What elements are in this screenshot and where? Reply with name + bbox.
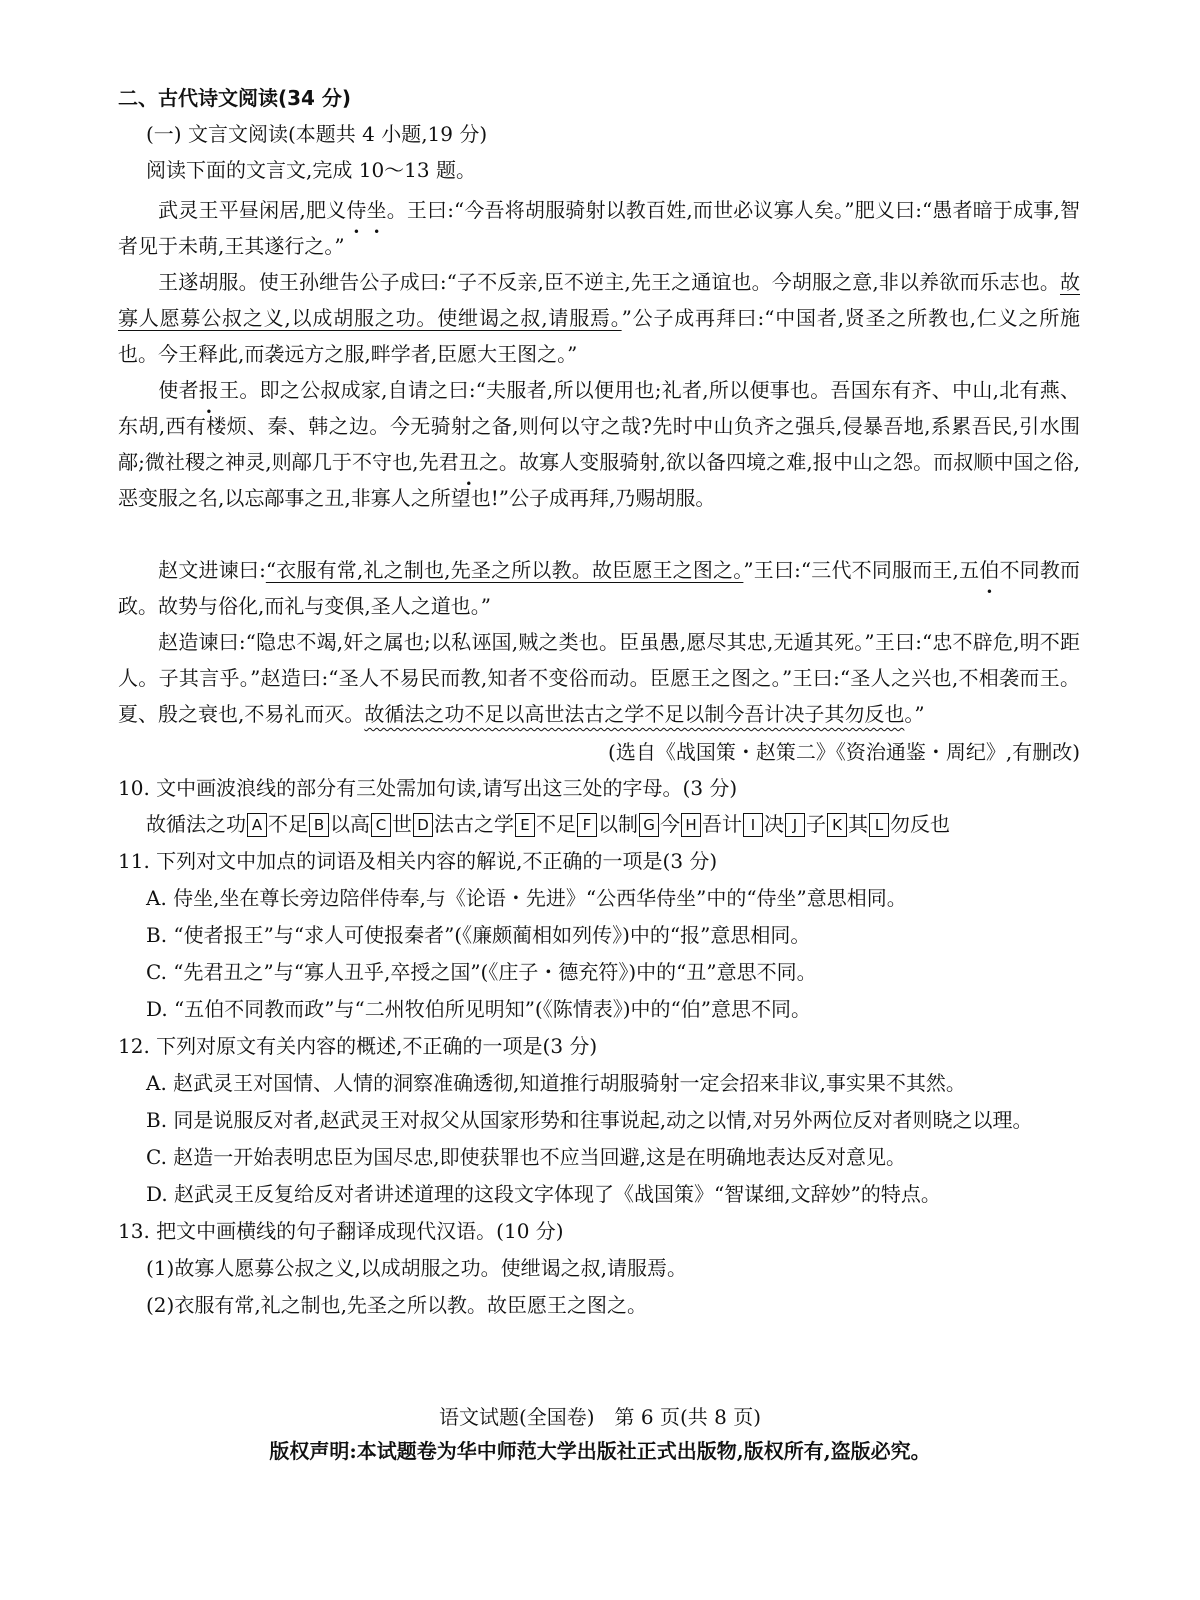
passage-paragraph-4: 赵文进谏曰:“衣服有常,礼之制也,先圣之所以教。故臣愿王之图之。”王曰:“三代不同服而王,五伯不同教而政。故势与俗化,而礼与变俱,圣人之道也。”	[118, 558, 1081, 618]
letter-box: J	[785, 813, 805, 837]
question-10-stem: 10. 文中画波浪线的部分有三处需加句读,请写出这三处的字母。(3 分)	[118, 776, 738, 800]
letter-box: B	[309, 813, 329, 837]
question-12-option-b: B. 同是说服反对者,赵武灵王对叔父从国家形势和往事说起,动之以情,对另外两位反对者则晓之以理。	[146, 1108, 1033, 1132]
subsection-title: (一) 文言文阅读(本题共 4 小题,19 分)	[146, 122, 488, 146]
letter-box: I	[743, 813, 763, 837]
passage-paragraph-1: 武灵王平昼闲居,肥义侍坐。王曰:“今吾将胡服骑射以教百姓,而世必议寡人矣。”肥义曰:“愚者暗于成事,智者见于未萌,王其遂行之。”	[118, 198, 1081, 258]
letter-box: E	[515, 813, 535, 837]
copyright-notice: 版权声明:本试题卷为华中师范大学出版社正式出版物,版权所有,盗版必究。	[269, 1439, 931, 1463]
question-12-option-a: A. 赵武灵王对国情、人情的洞察准确透彻,知道推行胡服骑射一定会招来非议,事实果不其然。	[146, 1071, 966, 1095]
dotted-char: 伯	[979, 558, 1000, 582]
passage-paragraph-5: 赵造谏曰:“隐忠不竭,奸之属也;以私诬国,贼之类也。臣虽愚,愿尽其忠,无遁其死。”王曰:“忠不辟危,明不距人。子其言乎。”赵造曰:“圣人不易民而教,知者不变俗而动。臣愿王之图之。”王曰:“圣人之兴也,不相袭而王。夏、殷之衰也,不易礼而灭。故循法之功不足以高世法古之学不足以制今吾计决子其勿反也。”	[118, 630, 1080, 726]
question-10-segmented-text: 故循法之功 A 不足 B 以高 C 世 D 法古之学 E 不足 F 以制 G 今 H 吾计 I 决 J 子 K 其 L 勿反也	[146, 812, 950, 836]
question-11-option-b: B. “使者报王”与“求人可使报秦者”(《廉颇蔺相如列传》)中的“报”意思相同。	[146, 923, 811, 947]
letter-box: L	[869, 813, 889, 837]
dotted-char: 报	[198, 378, 220, 402]
dotted-char: 侍	[346, 198, 367, 222]
instruction: 阅读下面的文言文,完成 10～13 题。	[146, 158, 476, 182]
passage-paragraph-2: 王遂胡服。使王孙绁告公子成曰:“子不反亲,臣不逆主,先王之通谊也。今胡服之意,非以养欲而乐志也。故寡人愿募公叔之义,以成胡服之功。使绁谒之叔,请服焉。”公子成再拜曰:“中国者,贤圣之所教也,仁义之所施也。今王释此,而袭远方之服,畔学者,臣愿大王图之。”	[118, 270, 1080, 366]
underlined-sentence-2: “衣服有常,礼之制也,先圣之所以教。故臣愿王之图之。	[265, 558, 744, 582]
question-11-option-c: C. “先君丑之”与“寡人丑乎,卒授之国”(《庄子・德充符》)中的“丑”意思不同。	[146, 960, 817, 984]
question-13-sentence-2: (2)衣服有常,礼之制也,先圣之所以教。故臣愿王之图之。	[146, 1293, 648, 1317]
underlined-sentence-1: 故寡人愿募公叔之义,以成胡服之功。使绁谒之叔,请服焉。	[118, 270, 1080, 330]
letter-box: A	[247, 813, 267, 837]
letter-box: D	[413, 813, 433, 837]
passage-paragraph-3: 使者报王。即之公叔成家,自请之曰:“夫服者,所以便用也;礼者,所以便事也。吾国东有齐、中山,北有燕、东胡,西有楼烦、秦、韩之边。今无骑射之备,则何以守之哉?先时中山负齐之强兵,侵暴吾地,系累吾民,引水围鄗;微社稷之神灵,则鄗几于不守也,先君丑之。故寡人变服骑射,欲以备四境之难,报中山之怨。而叔顺中国之俗,恶变服之名,以忘鄗事之丑,非寡人之所望也!”公子成再拜,乃赐胡服。	[118, 378, 1081, 510]
letter-box: H	[681, 813, 701, 837]
question-11-option-a: A. 侍坐,坐在尊长旁边陪伴侍奉,与《论语・先进》“公西华侍坐”中的“侍坐”意思相同。	[146, 886, 907, 910]
question-12-option-c: C. 赵造一开始表明忠臣为国尽忠,即使获罪也不应当回避,这是在明确地表达反对意见。	[146, 1145, 907, 1169]
question-13-stem: 13. 把文中画横线的句子翻译成现代汉语。(10 分)	[118, 1219, 564, 1243]
letter-box: K	[827, 813, 847, 837]
question-12-option-d: D. 赵武灵王反复给反对者讲述道理的这段文字体现了《战国策》“智谋细,文辞妙”的特点。	[146, 1182, 941, 1206]
dotted-char: 坐	[366, 198, 387, 222]
wavy-underlined-passage: 故循法之功不足以高世法古之学不足以制今吾计决子其勿反也	[364, 702, 905, 726]
letter-box: G	[639, 813, 659, 837]
section-title: 二、古代诗文阅读(34 分)	[118, 86, 352, 110]
question-11-option-d: D. “五伯不同教而政”与“二州牧伯所见明知”(《陈情表》)中的“伯”意思不同。	[146, 997, 811, 1021]
dotted-char: 丑	[458, 450, 479, 474]
letter-box: C	[371, 813, 391, 837]
question-12-stem: 12. 下列对原文有关内容的概述,不正确的一项是(3 分)	[118, 1034, 598, 1058]
page-footer: 语文试题(全国卷) 第 6 页(共 8 页)	[438, 1405, 762, 1429]
question-13-sentence-1: (1)故寡人愿募公叔之义,以成胡服之功。使绁谒之叔,请服焉。	[146, 1256, 688, 1280]
source-citation: (选自《战国策・赵策二》《资治通鉴・周纪》,有删改)	[608, 740, 1080, 764]
question-11-stem: 11. 下列对文中加点的词语及相关内容的解说,不正确的一项是(3 分)	[118, 849, 718, 873]
letter-box: F	[577, 813, 597, 837]
